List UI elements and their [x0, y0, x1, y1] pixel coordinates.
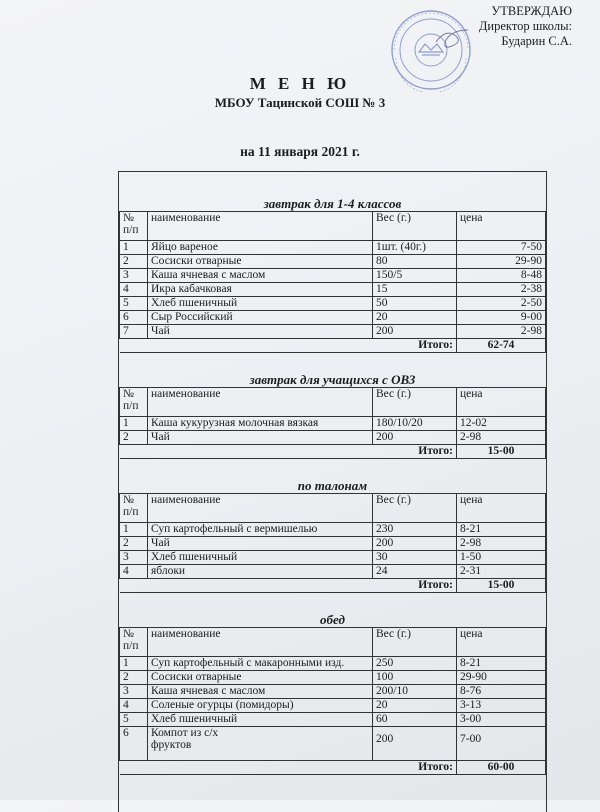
header-number: № п/п [120, 494, 148, 523]
total-row [120, 579, 546, 593]
total-label: Итого: [120, 761, 457, 775]
cell-price: 12-02 [457, 417, 546, 431]
table-row [120, 523, 546, 537]
section-title: завтрак для 1-4 классов [263, 196, 402, 211]
table-row [120, 269, 546, 283]
table-row [120, 699, 546, 713]
cell-name: Хлеб пшеничный [148, 297, 373, 311]
total-row [120, 339, 546, 353]
header-weight: Вес (г.) [373, 388, 457, 417]
header-weight: Вес (г.) [373, 628, 457, 657]
menu-frame [118, 171, 547, 812]
section-title: по талонам [297, 478, 368, 493]
table-row [120, 311, 546, 325]
cell-number: 4 [120, 699, 148, 713]
approval-block [479, 4, 572, 49]
table-row [120, 417, 546, 431]
school-name: МБОУ Тацинской СОШ № 3 [214, 95, 386, 110]
cell-price: 8-21 [457, 657, 546, 671]
header-price: цена [457, 628, 546, 657]
cell-name: Сосиски отварные [148, 671, 373, 685]
cell-price: 2-38 [457, 283, 546, 297]
cell-number: 6 [120, 727, 148, 761]
table-row [120, 685, 546, 699]
cell-number: 2 [120, 537, 148, 551]
cell-weight: 1шт. (40г.) [373, 241, 457, 255]
cell-name: Каша ячневая с маслом [148, 269, 373, 283]
header-number: № п/п [120, 212, 148, 241]
cell-weight: 200 [373, 325, 457, 339]
section-title: обед [320, 612, 345, 627]
header-number: № п/п [120, 388, 148, 417]
cell-name: Хлеб пшеничный [148, 713, 373, 727]
cell-price: 2-98 [457, 537, 546, 551]
approval-line-3: Бударин С.А. [501, 34, 572, 48]
cell-name: Каша кукурузная молочная вязкая [148, 417, 373, 431]
cell-number: 4 [120, 565, 148, 579]
cell-number: 1 [120, 523, 148, 537]
cell-name: Чай [148, 537, 373, 551]
total-row [120, 445, 546, 459]
table-row [120, 657, 546, 671]
total-value: 62-74 [457, 339, 546, 353]
cell-weight: 15 [373, 283, 457, 297]
total-value: 15-00 [457, 445, 546, 459]
cell-name: Яйцо вареное [148, 241, 373, 255]
cell-name: Хлеб пшеничный [148, 551, 373, 565]
menu-section-breakfast-ovz [119, 372, 546, 459]
menu-section-breakfast-1-4 [119, 196, 546, 353]
table-row [120, 551, 546, 565]
cell-name: Икра кабачковая [148, 283, 373, 297]
cell-price: 7-00 [457, 727, 546, 761]
cell-number: 5 [120, 297, 148, 311]
table-header-row [120, 494, 546, 523]
cell-name: Суп картофельный с вермишелью [148, 523, 373, 537]
cell-price: 2-98 [457, 431, 546, 445]
cell-price: 2-31 [457, 565, 546, 579]
header-price: цена [457, 494, 546, 523]
table-header-row [120, 388, 546, 417]
cell-price: 2-50 [457, 297, 546, 311]
cell-price: 3-13 [457, 699, 546, 713]
cell-name: Каша ячневая с маслом [148, 685, 373, 699]
table-row [120, 297, 546, 311]
menu-section-coupons [119, 478, 546, 593]
cell-weight: 50 [373, 297, 457, 311]
cell-weight: 200 [373, 537, 457, 551]
header-weight: Вес (г.) [373, 212, 457, 241]
cell-weight: 80 [373, 255, 457, 269]
cell-name: Чай [148, 431, 373, 445]
cell-weight: 200 [373, 727, 457, 761]
cell-price: 1-50 [457, 551, 546, 565]
menu-section-lunch [119, 612, 546, 775]
page-title: М Е Н Ю [249, 74, 351, 93]
cell-weight: 24 [373, 565, 457, 579]
cell-weight: 20 [373, 699, 457, 713]
table-header-row [120, 212, 546, 241]
cell-number: 5 [120, 713, 148, 727]
cell-weight: 30 [373, 551, 457, 565]
total-label: Итого: [120, 579, 457, 593]
table-row [120, 255, 546, 269]
header-name: наименование [148, 628, 373, 657]
total-label: Итого: [120, 339, 457, 353]
cell-number: 2 [120, 671, 148, 685]
cell-weight: 100 [373, 671, 457, 685]
approval-line-2: Директор школы: [478, 19, 572, 33]
table-row [120, 241, 546, 255]
cell-number: 1 [120, 657, 148, 671]
cell-weight: 150/5 [373, 269, 457, 283]
cell-weight: 200 [373, 431, 457, 445]
table-row [120, 671, 546, 685]
header-weight: Вес (г.) [373, 494, 457, 523]
total-value: 60-00 [457, 761, 546, 775]
cell-weight: 230 [373, 523, 457, 537]
total-label: Итого: [120, 445, 457, 459]
cell-name: Сыр Российский [148, 311, 373, 325]
cell-price: 9-00 [457, 311, 546, 325]
table-row [120, 537, 546, 551]
cell-name: Соленые огурцы (помидоры) [148, 699, 373, 713]
menu-table [119, 387, 546, 459]
approval-line-1: УТВЕРЖДАЮ [491, 4, 572, 18]
cell-price: 7-50 [457, 241, 546, 255]
cell-weight: 180/10/20 [373, 417, 457, 431]
cell-price: 8-76 [457, 685, 546, 699]
menu-table [119, 211, 546, 353]
cell-number: 1 [120, 241, 148, 255]
cell-weight: 200/10 [373, 685, 457, 699]
menu-date: на 11 января 2021 г. [240, 144, 360, 159]
cell-price: 29-90 [457, 671, 546, 685]
table-row [120, 727, 546, 761]
cell-number: 1 [120, 417, 148, 431]
total-row [120, 761, 546, 775]
cell-name: Суп картофельный с макаронными изд. [148, 657, 373, 671]
header-number: № п/п [120, 628, 148, 657]
table-row [120, 325, 546, 339]
cell-name: Чай [148, 325, 373, 339]
cell-price: 29-90 [457, 255, 546, 269]
cell-number: 7 [120, 325, 148, 339]
menu-table [119, 627, 546, 775]
cell-number: 3 [120, 685, 148, 699]
cell-weight: 20 [373, 311, 457, 325]
cell-price: 3-00 [457, 713, 546, 727]
cell-number: 4 [120, 283, 148, 297]
table-row [120, 565, 546, 579]
cell-number: 2 [120, 255, 148, 269]
table-row [120, 713, 546, 727]
cell-number: 2 [120, 431, 148, 445]
cell-name: яблоки [148, 565, 373, 579]
cell-number: 3 [120, 551, 148, 565]
table-header-row [120, 628, 546, 657]
header-name: наименование [148, 212, 373, 241]
header-name: наименование [148, 494, 373, 523]
cell-price: 8-21 [457, 523, 546, 537]
cell-weight: 250 [373, 657, 457, 671]
total-value: 15-00 [457, 579, 546, 593]
cell-weight: 60 [373, 713, 457, 727]
table-row [120, 283, 546, 297]
menu-table [119, 493, 546, 593]
cell-name: Компот из с/х фруктов [148, 727, 373, 761]
table-row [120, 431, 546, 445]
cell-number: 3 [120, 269, 148, 283]
cell-price: 2-98 [457, 325, 546, 339]
header-price: цена [457, 212, 546, 241]
header-name: наименование [148, 388, 373, 417]
section-title: завтрак для учащихся с ОВЗ [249, 372, 416, 387]
cell-name: Сосиски отварные [148, 255, 373, 269]
cell-price: 8-48 [457, 269, 546, 283]
header-price: цена [457, 388, 546, 417]
cell-number: 6 [120, 311, 148, 325]
